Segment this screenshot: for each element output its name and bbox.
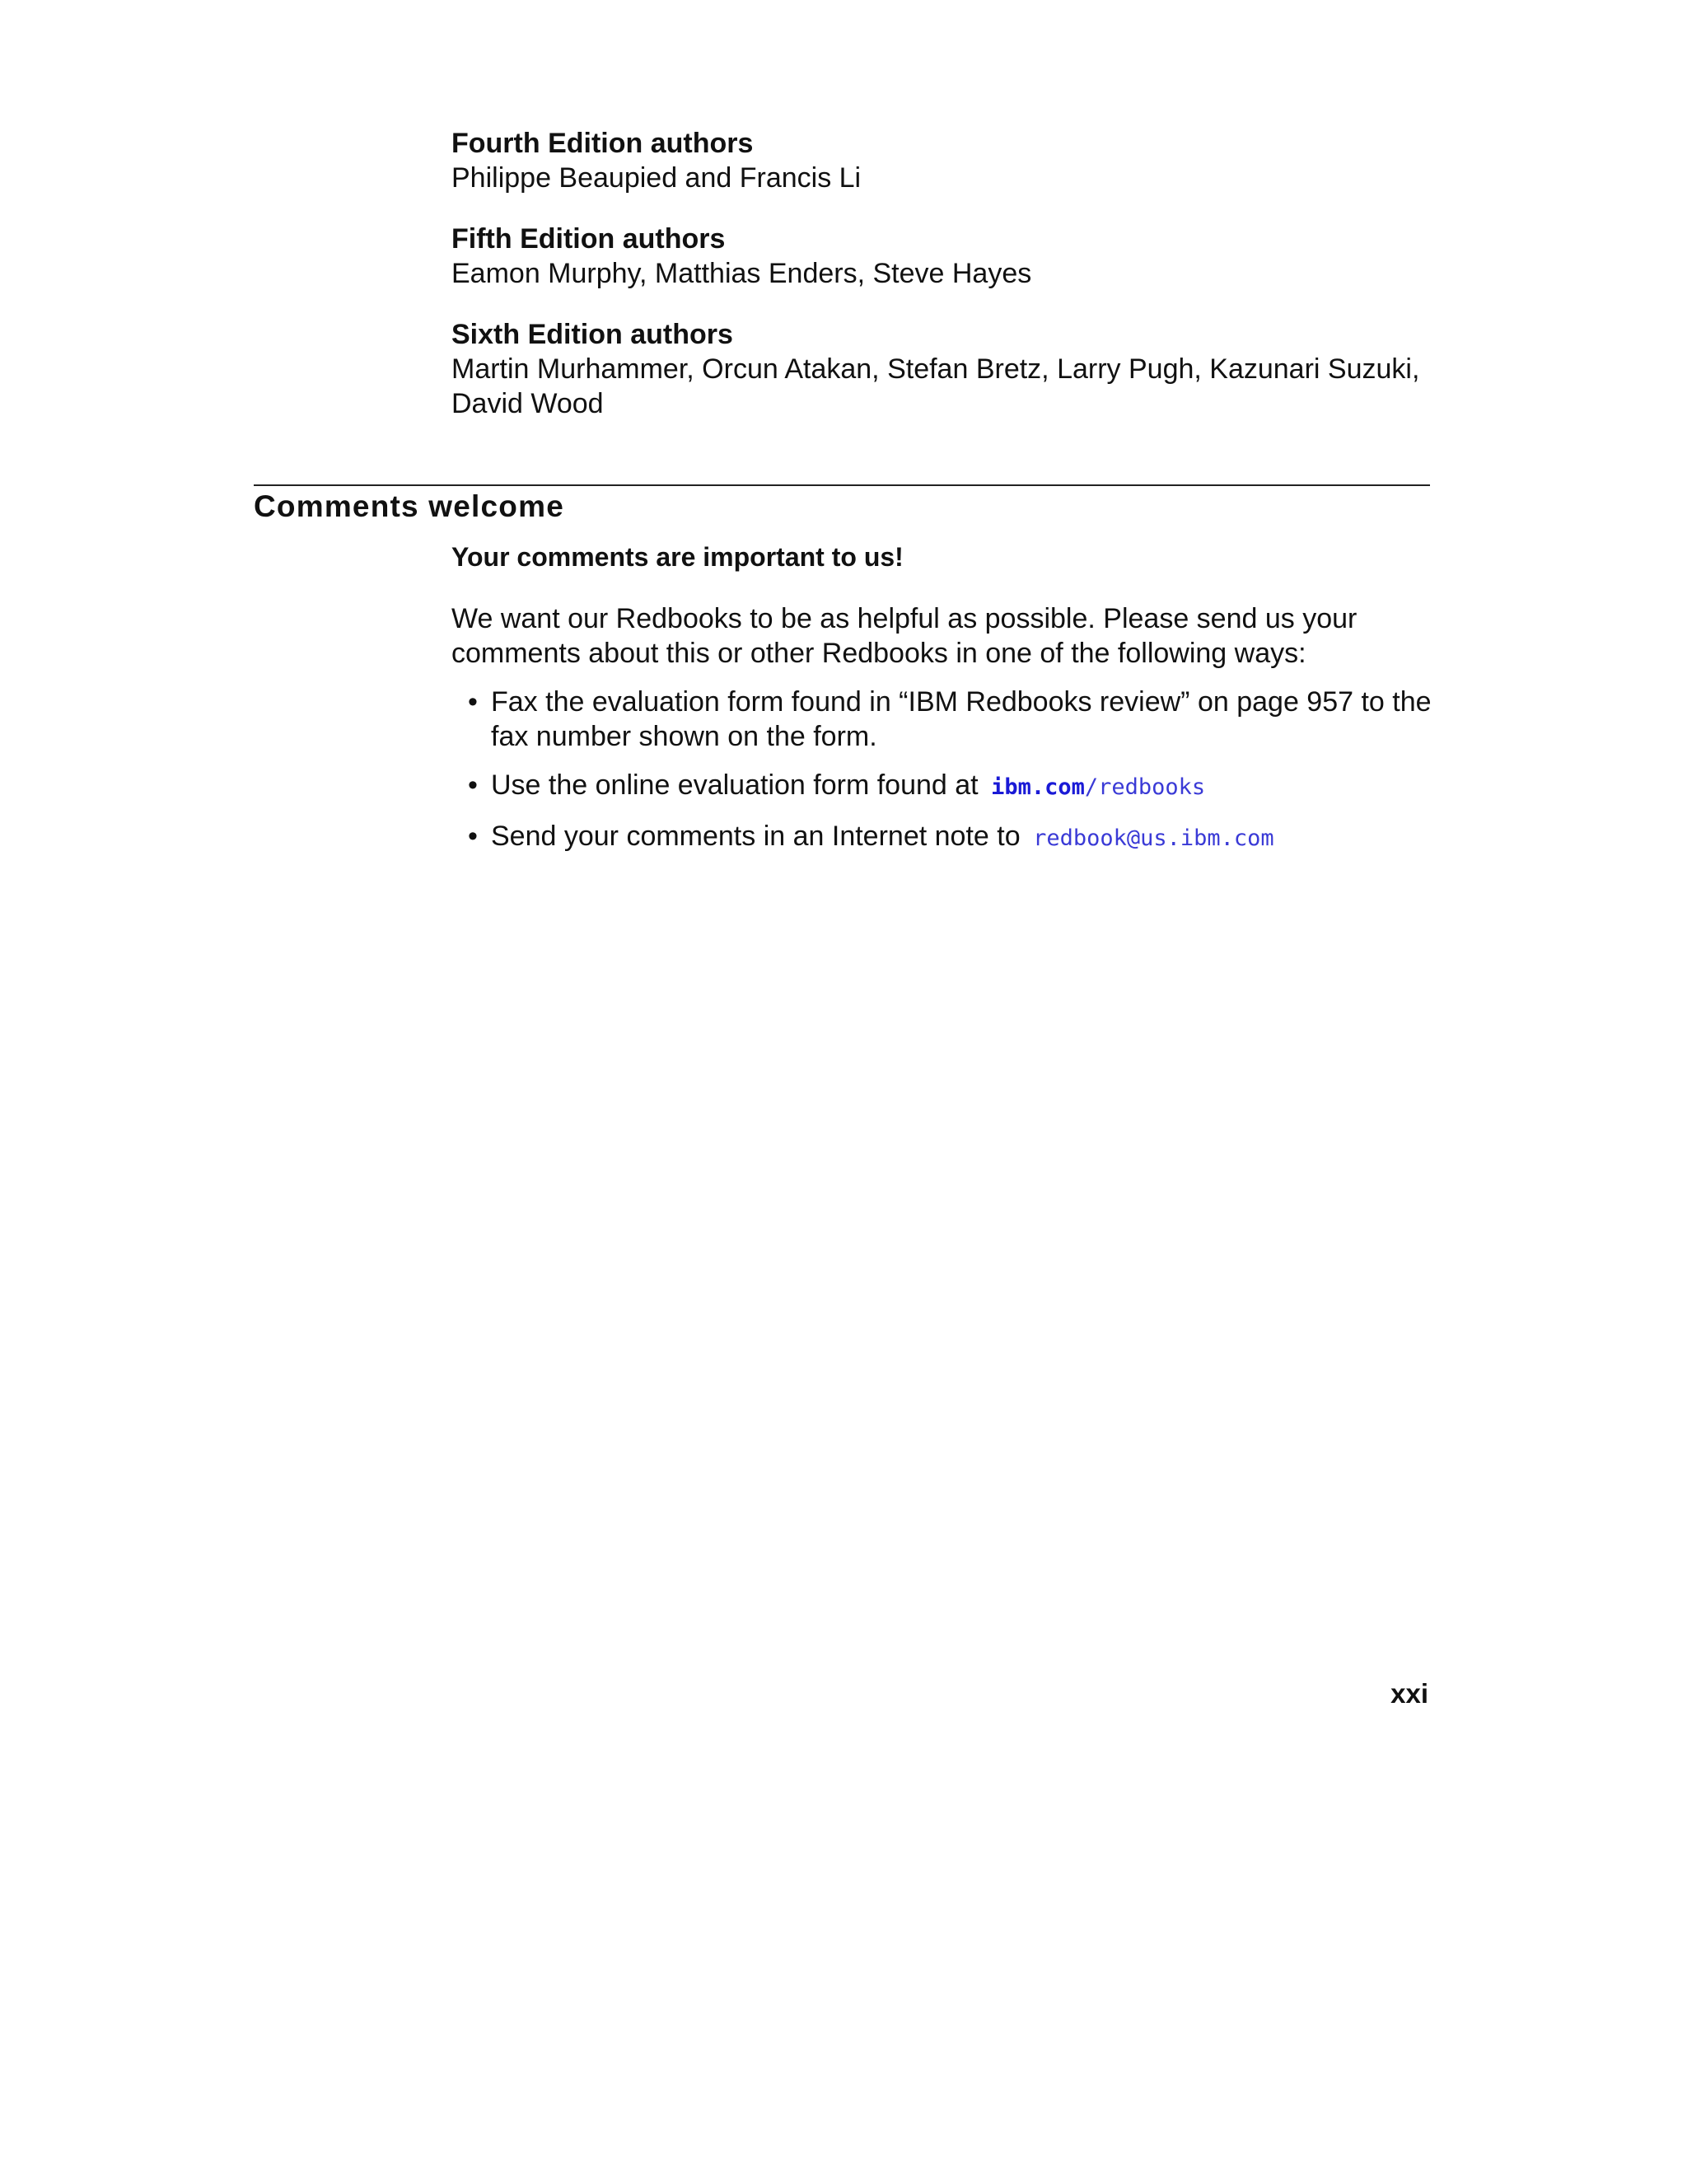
list-item-fax (451, 685, 1432, 754)
list-item-email (451, 819, 1432, 856)
email-link[interactable] (1033, 825, 1274, 851)
fourth-edition-authors (451, 126, 1432, 195)
redbooks-url-link[interactable] (991, 774, 1205, 800)
section-title: Comments welcome (254, 489, 564, 523)
author-heading: Sixth Edition authors (451, 319, 733, 350)
url-path: /redbooks (1084, 774, 1206, 800)
author-heading: Fourth Edition authors (451, 128, 754, 159)
bullet-icon: • (468, 686, 478, 718)
section-subheading: Your comments are important to us! (451, 542, 904, 572)
fifth-edition-authors (451, 222, 1432, 291)
intro-paragraph: We want our Redbooks to be as helpful as possible. Please send us your comments about this or other Redbooks in one of the following ways: (451, 603, 1358, 669)
bullet-icon: • (468, 821, 478, 852)
list-item-text: Fax the evaluation form found in “IBM Redbooks review” on page 957 to the fax number shown on the form. (491, 686, 1432, 752)
author-names: Eamon Murphy, Matthias Enders, Steve Hayes (451, 258, 1032, 289)
email-address: redbook@us.ibm.com (1033, 825, 1274, 851)
list-item-online-form (451, 768, 1432, 805)
feedback-options-list (451, 685, 1432, 870)
sixth-edition-authors (451, 317, 1432, 421)
author-names: Philippe Beaupied and Francis Li (451, 162, 862, 194)
bullet-icon: • (468, 769, 478, 801)
url-domain: ibm.com (991, 774, 1085, 800)
author-heading: Fifth Edition authors (451, 223, 726, 255)
page-number: xxi (1390, 1678, 1428, 1709)
author-names: Martin Murhammer, Orcun Atakan, Stefan Bretz, Larry Pugh, Kazunari Suzuki, David Wood (451, 353, 1420, 419)
list-item-text: Send your comments in an Internet note to (491, 821, 1021, 852)
list-item-text: Use the online evaluation form found at (491, 769, 979, 801)
section-divider (254, 484, 1430, 486)
